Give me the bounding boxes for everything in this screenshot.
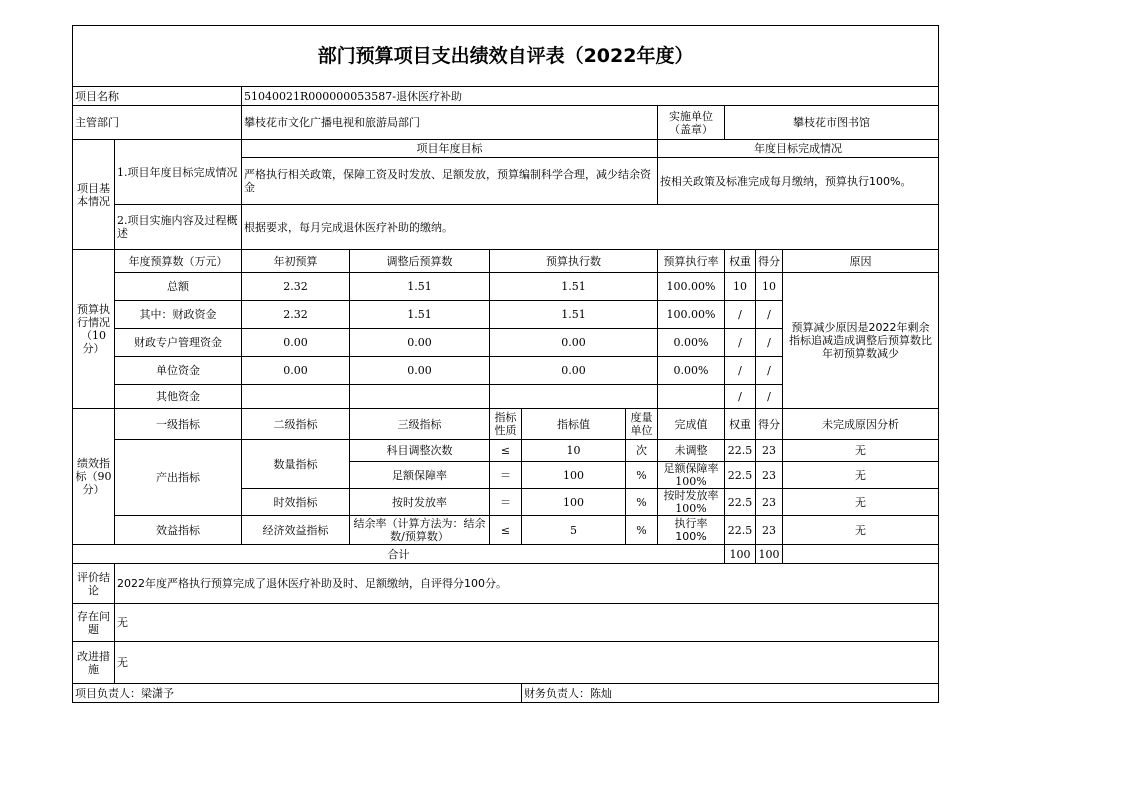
perf-row-weight: 22.5 <box>725 440 756 462</box>
issues-text: 无 <box>115 604 939 642</box>
budget-row-initial: 2.32 <box>242 273 350 301</box>
basic-row2-content: 根据要求，每月完成退休医疗补助的缴纳。 <box>242 205 939 250</box>
perf-row-level3: 按时发放率 <box>350 489 490 516</box>
perf-row-value: 100 <box>522 462 626 489</box>
perf-row-value: 10 <box>522 440 626 462</box>
budget-row-rate: 0.00% <box>658 357 725 385</box>
budget-row-initial: 2.32 <box>242 301 350 329</box>
budget-row-initial <box>242 385 350 409</box>
perf-row-level3: 足额保障率 <box>350 462 490 489</box>
header-reason: 原因 <box>783 250 939 273</box>
header-perf-weight: 权重 <box>725 409 756 440</box>
budget-row-executed: 1.51 <box>490 301 658 329</box>
perf-row-score: 23 <box>756 489 783 516</box>
budget-row-weight: / <box>725 385 756 409</box>
budget-row-score: / <box>756 357 783 385</box>
total-score: 100 <box>756 545 783 564</box>
economic-indicator-label: 经济效益指标 <box>242 516 350 545</box>
dept-value: 攀枝花市文化广播电视和旅游局部门 <box>242 106 658 140</box>
header-nature: 指标性质 <box>490 409 522 440</box>
header-initial-budget: 年初预算 <box>242 250 350 273</box>
header-level3: 三级指标 <box>350 409 490 440</box>
perf-row-analysis: 无 <box>783 462 939 489</box>
budget-row-executed <box>490 385 658 409</box>
output-indicator-label: 产出指标 <box>115 440 242 516</box>
benefit-indicator-label: 效益指标 <box>115 516 242 545</box>
unit-label: 实施单位（盖章） <box>658 106 725 140</box>
timeliness-indicator-label: 时效指标 <box>242 489 350 516</box>
perf-row-nature: ≤ <box>490 516 522 545</box>
header-value: 指标值 <box>522 409 626 440</box>
budget-row-name: 财政专户管理资金 <box>115 329 242 357</box>
perf-section-label: 绩效指标（90分） <box>73 409 115 545</box>
project-name-value: 51040021R000000053587-退休医疗补助 <box>242 87 939 106</box>
header-weight: 权重 <box>725 250 756 273</box>
completion-header: 年度目标完成情况 <box>658 140 939 158</box>
header-executed-budget: 预算执行数 <box>490 250 658 273</box>
perf-row-unit: % <box>626 462 658 489</box>
budget-row-adjusted: 0.00 <box>350 329 490 357</box>
budget-row-name: 其他资金 <box>115 385 242 409</box>
budget-row-score: / <box>756 329 783 357</box>
issues-label: 存在问题 <box>73 604 115 642</box>
total-weight: 100 <box>725 545 756 564</box>
target-header: 项目年度目标 <box>242 140 658 158</box>
perf-row-weight: 22.5 <box>725 489 756 516</box>
budget-row-rate <box>658 385 725 409</box>
header-annual-budget: 年度预算数（万元） <box>115 250 242 273</box>
finance-owner: 财务负责人：陈灿 <box>522 684 939 703</box>
measures-text: 无 <box>115 642 939 684</box>
header-analysis: 未完成原因分析 <box>783 409 939 440</box>
budget-section-label: 预算执行情况（10分） <box>73 250 115 409</box>
basic-row1-completion: 按相关政策及标准完成每月缴纳，预算执行100%。 <box>658 158 939 205</box>
measures-label: 改进措施 <box>73 642 115 684</box>
total-blank <box>783 545 939 564</box>
budget-row-adjusted <box>350 385 490 409</box>
header-level2: 二级指标 <box>242 409 350 440</box>
perf-row-value: 100 <box>522 489 626 516</box>
project-name-label: 项目名称 <box>73 87 242 106</box>
header-perf-score: 得分 <box>756 409 783 440</box>
quantity-indicator-label: 数量指标 <box>242 440 350 489</box>
budget-row-weight: 10 <box>725 273 756 301</box>
page-title: 部门预算项目支出绩效自评表（2022年度） <box>73 26 939 87</box>
dept-label: 主管部门 <box>73 106 242 140</box>
perf-row-score: 23 <box>756 440 783 462</box>
perf-row-weight: 22.5 <box>725 462 756 489</box>
perf-row-done: 未调整 <box>658 440 725 462</box>
budget-row-weight: / <box>725 301 756 329</box>
header-unit: 度量单位 <box>626 409 658 440</box>
perf-row-analysis: 无 <box>783 516 939 545</box>
perf-row-done: 按时发放率100% <box>658 489 725 516</box>
budget-row-score: / <box>756 385 783 409</box>
budget-row-executed: 0.00 <box>490 329 658 357</box>
perf-row-score: 23 <box>756 462 783 489</box>
budget-row-name: 总额 <box>115 273 242 301</box>
perf-row-level3: 科目调整次数 <box>350 440 490 462</box>
perf-row-analysis: 无 <box>783 489 939 516</box>
perf-row-score: 23 <box>756 516 783 545</box>
perf-row-weight: 22.5 <box>725 516 756 545</box>
perf-row-unit: % <box>626 489 658 516</box>
header-adjusted-budget: 调整后预算数 <box>350 250 490 273</box>
conclusion-text: 2022年度严格执行预算完成了退休医疗补助及时、足额缴纳，自评得分100分。 <box>115 564 939 604</box>
perf-row-nature: ≤ <box>490 440 522 462</box>
budget-row-rate: 100.00% <box>658 301 725 329</box>
perf-row-done: 执行率100% <box>658 516 725 545</box>
basic-row1-target: 严格执行相关政策，保障工资及时发放、足额发放，预算编制科学合理，减少结余资金 <box>242 158 658 205</box>
budget-row-adjusted: 1.51 <box>350 301 490 329</box>
budget-row-initial: 0.00 <box>242 329 350 357</box>
perf-row-done: 足额保障率100% <box>658 462 725 489</box>
perf-row-unit: % <box>626 516 658 545</box>
perf-row-unit: 次 <box>626 440 658 462</box>
budget-row-score: / <box>756 301 783 329</box>
budget-row-adjusted: 0.00 <box>350 357 490 385</box>
basic-row2-label: 2.项目实施内容及过程概述 <box>115 205 242 250</box>
budget-row-weight: / <box>725 357 756 385</box>
perf-row-level3: 结余率（计算方法为：结余数/预算数） <box>350 516 490 545</box>
project-owner: 项目负责人：梁潇予 <box>73 684 522 703</box>
budget-row-name: 单位资金 <box>115 357 242 385</box>
budget-row-executed: 1.51 <box>490 273 658 301</box>
unit-value: 攀枝花市图书馆 <box>725 106 939 140</box>
self-evaluation-table <box>72 25 939 703</box>
header-level1: 一级指标 <box>115 409 242 440</box>
budget-row-score: 10 <box>756 273 783 301</box>
basic-section-label: 项目基本情况 <box>73 140 115 250</box>
header-done: 完成值 <box>658 409 725 440</box>
budget-reason-text: 预算减少原因是2022年剩余指标追减造成调整后预算数比年初预算数减少 <box>783 273 939 409</box>
header-score: 得分 <box>756 250 783 273</box>
header-execution-rate: 预算执行率 <box>658 250 725 273</box>
basic-row1-label: 1.项目年度目标完成情况 <box>115 140 242 205</box>
budget-row-initial: 0.00 <box>242 357 350 385</box>
budget-row-rate: 0.00% <box>658 329 725 357</box>
perf-row-value: 5 <box>522 516 626 545</box>
perf-row-nature: ＝ <box>490 462 522 489</box>
perf-row-analysis: 无 <box>783 440 939 462</box>
budget-row-executed: 0.00 <box>490 357 658 385</box>
total-label: 合计 <box>73 545 725 564</box>
conclusion-label: 评价结论 <box>73 564 115 604</box>
perf-row-nature: ＝ <box>490 489 522 516</box>
budget-row-name: 其中：财政资金 <box>115 301 242 329</box>
budget-row-weight: / <box>725 329 756 357</box>
budget-row-rate: 100.00% <box>658 273 725 301</box>
budget-row-adjusted: 1.51 <box>350 273 490 301</box>
